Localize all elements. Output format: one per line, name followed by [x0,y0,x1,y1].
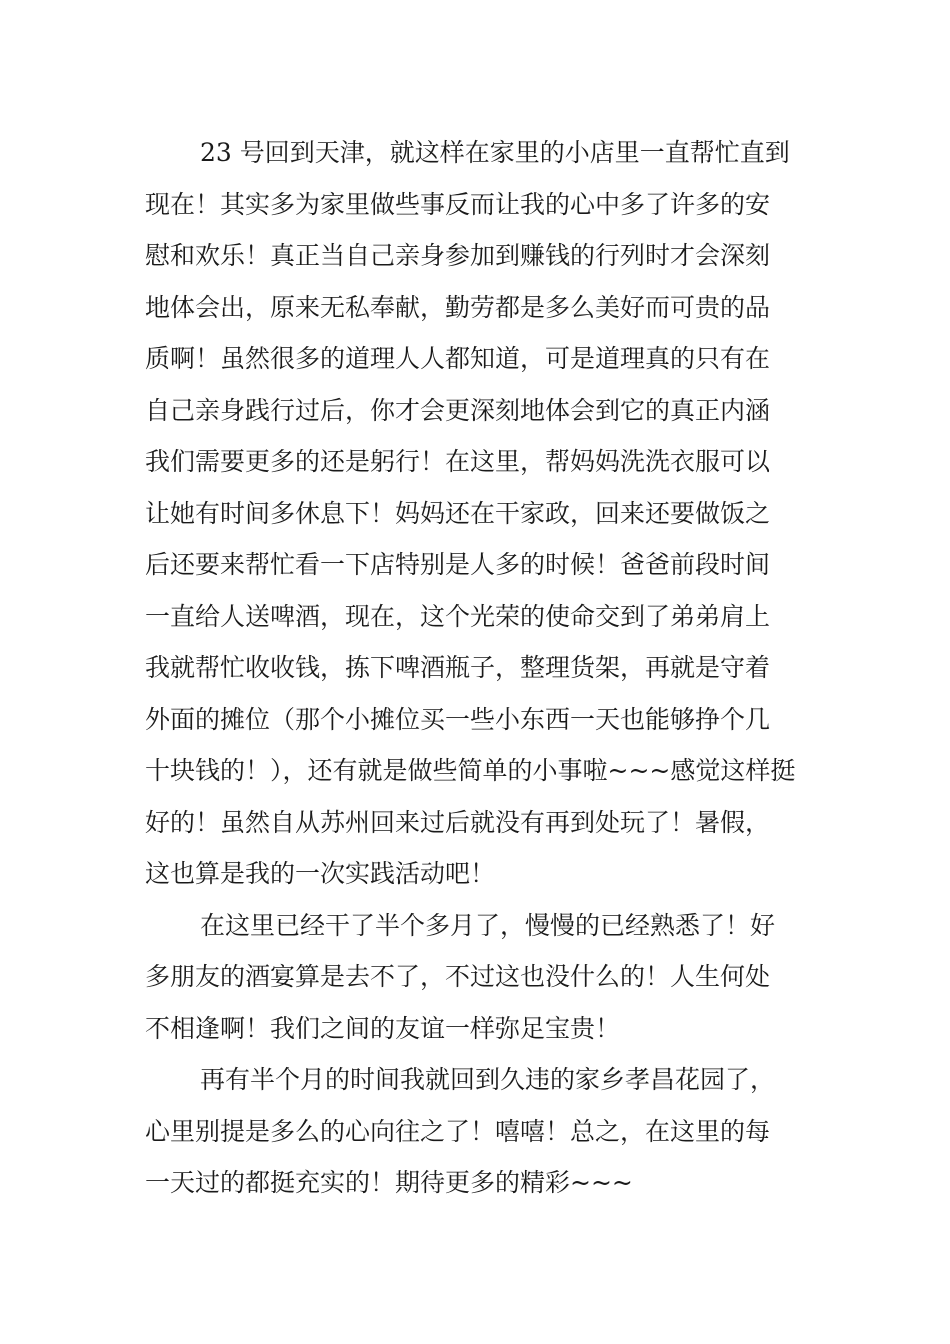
paragraph-line: 心里别提是多么的心向往之了！嘻嘻！总之，在这里的每 [145,1116,771,1146]
paragraph-line: 质啊！虽然很多的道理人人都知道，可是道理真的只有在 [145,344,771,373]
paragraph-line: 不相逢啊！我们之间的友谊一样弥足宝贵！ [145,1013,621,1043]
paragraph-line: 我就帮忙收收钱，拣下啤酒瓶子，整理货架，再就是守着 [145,653,771,682]
paragraph-line: 十块钱的！），还有就是做些简单的小事啦~~~感觉这样挺 [145,756,796,785]
paragraph-line: 慰和欢乐！真正当自己亲身参加到赚钱的行列时才会深刻 [145,241,771,270]
paragraph-line: 后还要来帮忙看一下店特别是人多的时候！爸爸前段时间 [145,550,771,579]
paragraph-3 [145,1054,807,1209]
paragraph-line: 自己亲身践行过后，你才会更深刻地体会到它的真正内涵 [145,395,771,425]
paragraph-line: 一天过的都挺充实的！期待更多的精彩~~~ [145,1168,633,1197]
paragraph-line: 23 号回到天津，就这样在家里的小店里一直帮忙直到 [200,138,790,167]
paragraph-1 [145,127,807,900]
paragraph-line: 地体会出，原来无私奉献，勤劳都是多么美好而可贵的品 [145,292,771,322]
paragraph-line: 再有半个月的时间我就回到久违的家乡孝昌花园了， [200,1065,776,1094]
paragraph-line: 现在！其实多为家里做些事反而让我的心中多了许多的安 [145,189,771,219]
paragraph-line: 我们需要更多的还是躬行！在这里，帮妈妈洗洗衣服可以 [145,447,771,476]
paragraph-line: 外面的摊位（那个小摊位买一些小东西一天也能够挣个几 [145,704,771,734]
paragraph-line: 一直给人送啤酒，现在，这个光荣的使命交到了弟弟肩上 [145,601,771,631]
paragraph-line: 这也算是我的一次实践活动吧！ [145,859,496,888]
paragraph-line: 多朋友的酒宴算是去不了，不过这也没什么的！人生何处 [145,962,771,991]
paragraph-line: 好的！虽然自从苏州回来过后就没有再到处玩了！暑假， [145,807,771,837]
document-body [145,127,807,1209]
paragraph-line: 让她有时间多休息下！妈妈还在干家政，回来还要做饭之 [145,498,771,528]
paragraph-line: 在这里已经干了半个多月了，慢慢的已经熟悉了！好 [200,910,776,940]
paragraph-2 [145,900,807,1055]
